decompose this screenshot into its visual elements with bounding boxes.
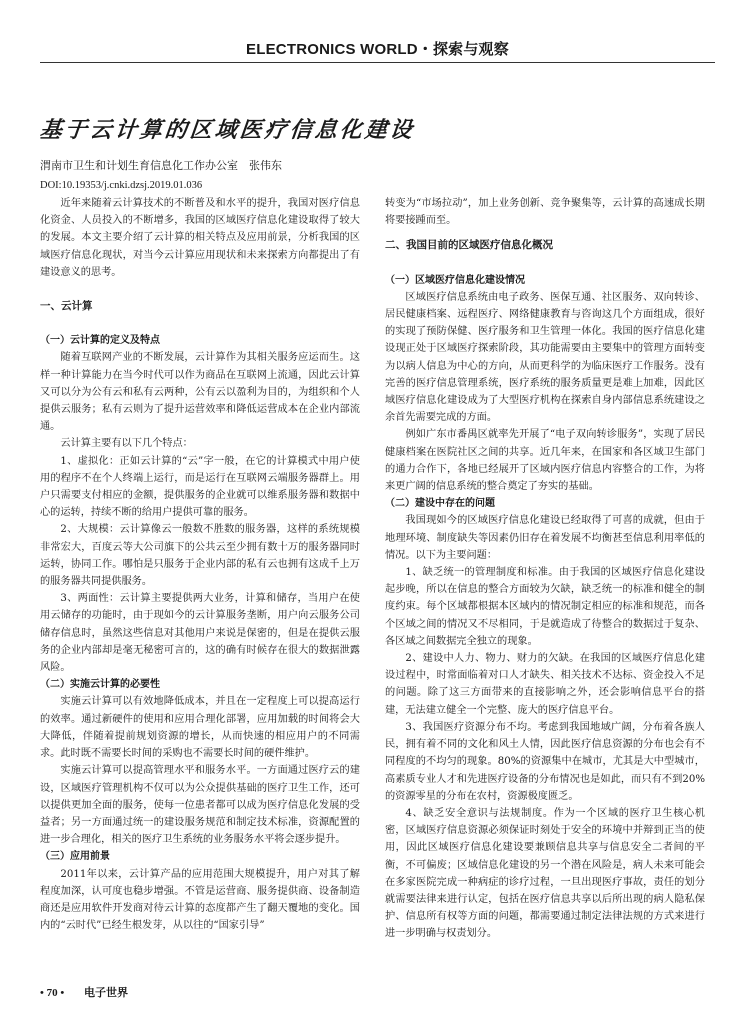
body-paragraph: 实施云计算可以有效地降低成本，并且在一定程度上可以提高运行的效率。通过新硬件的使用和应用合理化部署，应用加载的时间将会大大降低，伴随着提前规划资源的增长，从而快速的相应用户的不同需求。此时既不需要长时间的采购也不需要长时间的硬件维护。 [40,696,360,760]
body-paragraph: 例如广东市番禺区就率先开展了“电子双向转诊服务”，实现了居民健康档案在医院社区之间的共享。近几年来，在国家和各区域卫生部门的通力合作下，各地已经展开了区域内医疗信息内容整合的工作，为将来更广阔的信息系统的整合奠定了夯实的基础。 [385,429,705,493]
section-heading-overview: 二、我国目前的区域医疗信息化概况 [385,239,553,252]
body-paragraph: 2、建设中人力、物力、财力的欠缺。在我国的区域医疗信息化建设过程中，时常面临着对口人才缺失、相关技术不达标、资金投入不足的问题。除了这三方面带来的直接影响之外，还会影响信息平台的搭建，无法建立健全一个完整、庞大的医疗信息平台。 [385,653,705,716]
body-paragraph: 区域医疗信息系统由电子政务、医保互通、社区服务、双向转诊、居民健康档案、远程医疗、网络健康教育与咨询这几个方面组成，很好的实现了预防保健、医疗服务和卫生管理一体化。我国的医疗信息化建设现正处于区域医疗探索阶段，其功能需要由主要集中的管理方面转变为以病人信息为中心的方向，从而更科学的为临床医疗工作服务。没有完善的医疗信息管理系统，医疗系统的服务质量更是难上加难，因此区域医疗信息化建设成为了大型医疗机构在探索自身内部信息系统建设之余首先需要完成的方面。 [385,291,705,424]
article-title: 基于云计算的区域医疗信息化建设 [38,118,417,143]
page-footer [40,984,128,1000]
section-heading-cloud: 一、云计算 [40,300,93,313]
body-paragraph: 随着互联网产业的不断发展，云计算作为其相关服务应运而生。这样一种计算能力在当今时代可以作为商品在互联网上流通，因此云计算又可以分为公有云和私有云两种，公有云以盈利为目的，为组织和个人提供云服务；私有云则为了提升运营效率和降低运营成本在企业内部流通。 [40,352,360,433]
subsection-heading: （二）建设中存在的问题 [385,498,495,510]
header-divider [40,62,715,63]
subsection-heading: （二）实施云计算的必要性 [40,679,160,691]
subsection-heading: （一）云计算的定义及特点 [40,335,160,347]
page-number: • 70 • [40,987,65,999]
body-paragraph: 2011年以来，云计算产品的应用范围大规模提升，用户对其了解程度加深，认可度也稳步增强。不管是运营商、服务提供商、设备制造商还是应用软件开发商对待云计算的态度都产生了翻天覆地的变化。国内的“云时代”已经生根发芽，从以往的“国家引导” [40,868,360,932]
body-paragraph: 1、虚拟化：正如云计算的“云”字一般，在它的计算模式中用户使用的程序不在个人终端上运行，而是运行在互联网云端服务器群上。用户只需要支付相应的金额，提供服务的企业就可以维系服务器和数据中心的运转，持续不断的给用户提供可靠的服务。 [40,455,360,519]
left-column [40,195,360,934]
body-paragraph: 2、大规模：云计算像云一般数不胜数的服务器，这样的系统规模非常宏大，百度云等大公司旗下的公共云至少拥有数十万的服务器同时运转，协同工作。哪怕是只服务于企业内部的私有云也拥有这成千上万的服务器共同提供服务。 [40,524,360,588]
magazine-name: 电子世界 [84,986,129,999]
subsection-heading: （三）应用前景 [40,851,110,863]
body-paragraph: 云计算主要有以下几个特点： [60,438,193,450]
body-paragraph: 转变为“市场拉动”，加上业务创新、竞争聚集等，云计算的高速成长期将要接踵而至。 [385,198,705,227]
subsection-heading: （一）区域医疗信息化建设情况 [385,274,525,286]
article-author: 渭南市卫生和计划生育信息化工作办公室 张伟东 [40,159,282,172]
body-paragraph: 我国现如今的区域医疗信息化建设已经取得了可喜的成就，但由于地理环境、制度缺失等因素仍旧存在着发展不均衡甚至信息利用率低的情况。以下为主要问题： [385,515,705,561]
journal-header: ELECTRONICS WORLD・探索与观察 [246,41,509,58]
abstract-paragraph: 近年来随着云计算技术的不断普及和水平的提升，我国对医疗信息化资金、人员投入的不断增多，我国的区域医疗信息化建设取得了较大的发展。本文主要介绍了云计算的相关特点及应用前景，分析我国的区域医疗信息化现状，对当今云计算应用现状和未来探索方向都提出了有建设意义的思考。 [40,198,360,278]
body-paragraph: 3、我国医疗资源分布不均。考虑到我国地域广阔，分布着各族人民，拥有着不同的文化和风土人情，因此医疗信息资源的分布也会有不同程度的不均匀的现象。80%的资源集中在城市，尤其是大中型城市，高素质专业人才和先进医疗设备的分布情况也是如此，而只有不到20%的资源零星的分布在农村，资源极度匮乏。 [385,721,705,802]
right-column [385,195,705,943]
article-doi: DOI:10.19353/j.cnki.dzsj.2019.01.036 [40,180,203,191]
body-paragraph: 1、缺乏统一的管理制度和标准。由于我国的区域医疗信息化建设起步晚，所以在信息的整合方面较为欠缺，缺乏统一的标准和健全的制度约束。每个区域都根据本区域内的情况制定相应的标准和规范，而各个区域之间的情况又不尽相同，于是就造成了待整合的数据过于复杂、各区域之间数据完全独立的现象。 [385,567,705,647]
body-paragraph: 3、两面性：云计算主要提供两大业务，计算和储存，当用户在使用云储存的功能时，由于现如今的云计算服务垄断，用户向云服务公司储存信息时，虽然这些信息对其他用户来说是保密的，但是在提供云服务的企业内部却是毫无秘密可言的，这的确有时候存在很大的数据泄露风险。 [40,593,360,674]
body-paragraph: 4、缺乏安全意识与法规制度。作为一个区域的医疗卫生核心机密，区域医疗信息资源必须保证时刻处于安全的环境中并辩到正当的使用，因此区域医疗信息化建设要兼顾信息共享与信息安全二者间的平衡，不可偏废；区域信息化建设的另一个潜在风险是，病人未来可能会在多家医院完成一种病症的诊疗过程，一旦出现医疗事故，责任的划分就需要法律来进行认定，包括在医疗信息共享以后所出现的病人隐私保护、信息所有权等方面的问题，都需要通过制定法律法规的方式来进行进一步明确与权责划分。 [385,807,705,940]
body-paragraph: 实施云计算可以提高管理水平和服务水平。一方面通过医疗云的建设，区域医疗管理机构不仅可以为公众提供基础的医疗卫生工作，还可以提供更加全面的服务，使每一位患者都可以成为医疗信息化发展的受益者；另一方面通过统一的建设服务规范和制定技术标准，资源配置的进一步合理化，相关的医疗卫生系统的业务服务水平将会逐步提升。 [40,765,360,846]
